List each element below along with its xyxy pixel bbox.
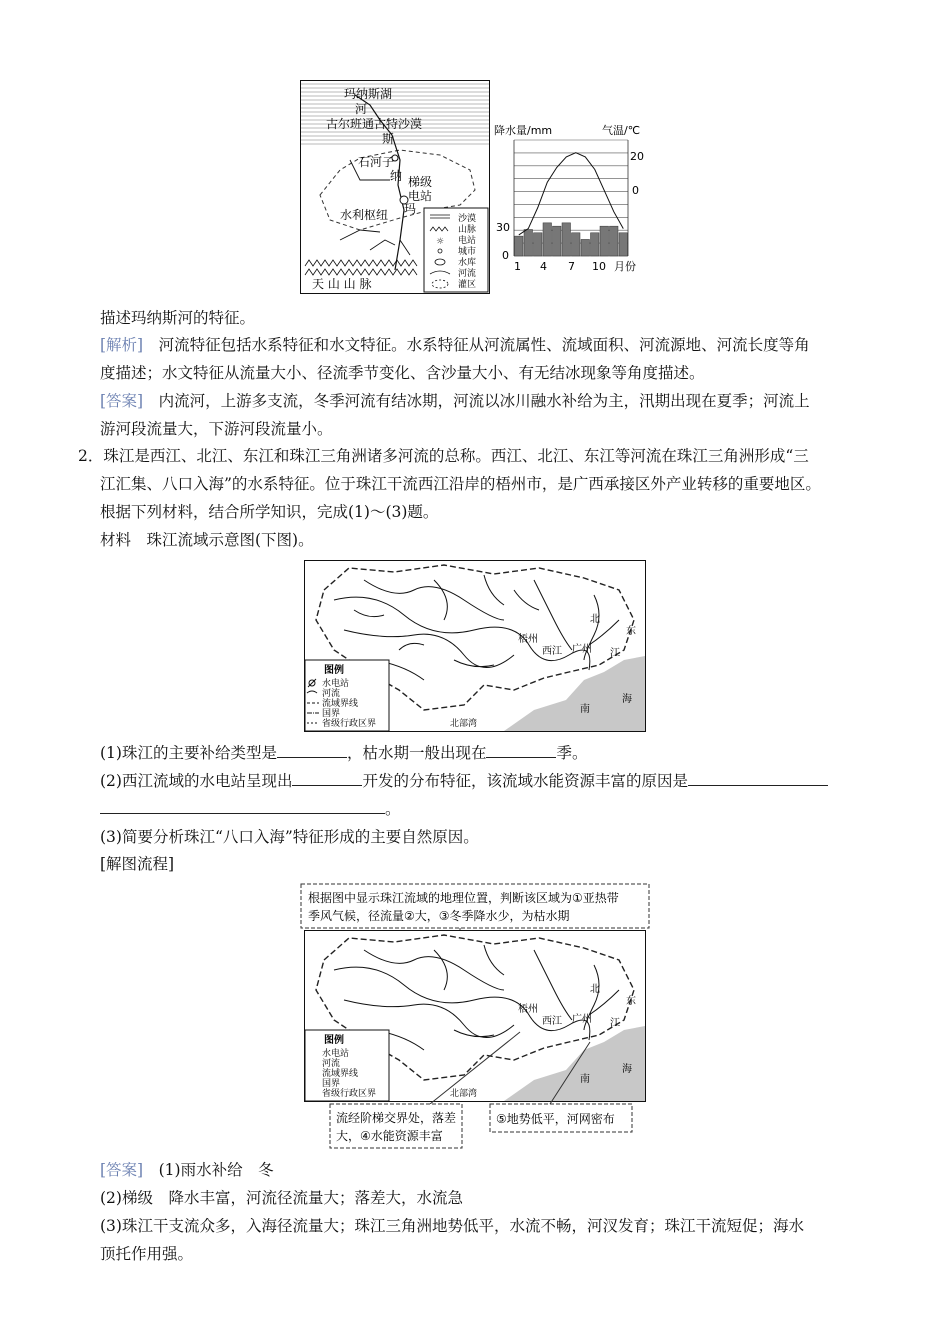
q2-line2: 江汇集、八口入海”的水系特征。位于珠江干流西江沿岸的梧州市，是广西承接区外产业转移的重要地区。 <box>100 475 821 493</box>
sub1-text-b: ，枯水期一般出现在 <box>346 744 487 762</box>
legend-hydropower: 水电站 <box>322 679 350 689</box>
svg-text:☼: ☼ <box>436 237 445 247</box>
label-nan: 南 <box>580 704 590 715</box>
flow-bl-line1: 流经阶梯交界处，落差 <box>336 1111 457 1125</box>
sub2-text-a: (2)西江流域的水电站呈现出 <box>100 772 293 790</box>
legend-city: 城市 <box>458 247 477 257</box>
legend-river: 河流 <box>322 689 341 699</box>
label-jiang: 江 <box>610 1018 620 1029</box>
legend-reservoir: 水库 <box>458 258 477 268</box>
precip-bar-2 <box>524 229 533 256</box>
answer2-a3-1: (3)珠江干支流众多，入海径流量大；珠江三角洲地势低平，水流不畅，河汊发育；珠江干流短促；海水 <box>100 1217 804 1235</box>
map-label-mountain: 天 山 山 脉 <box>312 277 372 291</box>
label-guangzhou: 广州 <box>572 1014 592 1025</box>
precip-bar-9 <box>591 233 600 256</box>
q2-sub3: (3)简要分析珠江“八口入海”特征形成的主要自然原因。 <box>100 828 479 846</box>
right-tick-0: 0 <box>632 184 639 197</box>
legend-river: 河流 <box>458 269 477 279</box>
precip-bar-10 <box>600 226 609 256</box>
label-jiang: 江 <box>610 648 620 659</box>
legend-hydropower: 水电站 <box>322 1049 350 1059</box>
flow-title: [解图流程] <box>100 855 175 873</box>
sub2-text-b: 开发的分布特征，该流域水能资源丰富的原因是 <box>362 772 688 790</box>
q2-line3: 根据下列材料，结合所学知识，完成(1)～(3)题。 <box>100 503 439 521</box>
map-label-desert: 古尔班通古特沙漠 <box>326 117 423 131</box>
answer-blank-5[interactable] <box>100 797 385 814</box>
map-label-shihezi: 石河子 <box>358 155 395 169</box>
label-beibuwan: 北部湾 <box>450 719 478 729</box>
answer2-a1: (1)雨水补给 冬 <box>158 1161 274 1179</box>
legend-desert: 沙漠 <box>458 214 477 224</box>
q1-describe: 描述玛纳斯河的特征。 <box>100 309 256 327</box>
map-label-si: 斯 <box>382 132 395 146</box>
answer-tag: [答案] <box>100 392 144 410</box>
precip-bar-4 <box>543 223 552 256</box>
answer2-tag: [答案] <box>100 1161 144 1179</box>
climate-chart <box>492 118 652 278</box>
precip-bar-6 <box>562 223 571 256</box>
map-label-ladder: 梯级 <box>408 175 433 189</box>
x-tick-4: 4 <box>540 260 547 273</box>
answer-blank-1[interactable] <box>277 741 347 758</box>
sub2-end: 。 <box>385 800 401 818</box>
answer2-a3-2: 顶托作用强。 <box>100 1245 194 1263</box>
label-dong: 东 <box>626 996 636 1007</box>
left-tick-0: 0 <box>502 249 509 262</box>
legend-basin-line: 流域界线 <box>322 1069 359 1079</box>
q1-jiexi-row1 <box>100 332 810 358</box>
sub1-text-c: 季。 <box>556 744 588 762</box>
precip-bar-11 <box>610 226 619 256</box>
answer-text-1: 内流河，上游多支流，冬季河流有结冰期，河流以冰川融水补给为主，汛期出现在夏季；河流上 <box>158 392 810 410</box>
precip-axis-label: 降水量/mm <box>494 124 553 137</box>
precip-bar-5 <box>553 226 562 256</box>
answer2-row1 <box>100 1157 274 1183</box>
q2-sub2 <box>100 768 828 794</box>
label-bei: 北 <box>590 984 600 995</box>
precip-bar-8 <box>581 239 590 256</box>
q1-answer-row1 <box>100 388 810 414</box>
label-bei: 北 <box>590 614 600 625</box>
jiexi-text-2: 度描述；水文特征从流量大小、径流季节变化、含沙量大小、有无结冰现象等角度描述。 <box>100 364 705 382</box>
legend-national-border: 国界 <box>322 1079 341 1089</box>
answer-blank-3[interactable] <box>292 769 362 786</box>
temperature-line <box>519 153 624 235</box>
label-guangzhou: 广州 <box>572 644 592 655</box>
answer-text-2: 游河段流量大，下游河段流量小。 <box>100 420 333 438</box>
legend-river: 河流 <box>322 1059 341 1069</box>
map-label-station: 电站 <box>408 189 433 203</box>
label-wuzhou: 梧州 <box>518 1004 538 1015</box>
answer-blank-4[interactable] <box>688 769 828 786</box>
q2-material: 材料 珠江流域示意图(下图)。 <box>100 531 314 549</box>
flow-bl-line2: 大，④水能资源丰富 <box>336 1129 443 1143</box>
x-unit: 月份 <box>614 260 636 273</box>
label-dong: 东 <box>626 626 636 637</box>
flow-top-line2: 季风气候，径流量②大，③冬季降水少，为枯水期 <box>308 909 570 923</box>
q2-line1: 2．珠江是西江、北江、东江和珠江三角洲诸多河流的总称。西江、北江、东江等河流在珠江三角洲形成“三 <box>78 447 809 465</box>
map-label-hub: 水利枢纽 <box>340 208 389 222</box>
q2-sub1 <box>100 740 588 766</box>
answer2-a2: (2)梯级 降水丰富，河流径流量大；落差大，水流急 <box>100 1189 463 1207</box>
map-label-lake: 玛纳斯湖 <box>344 87 393 101</box>
label-hai: 海 <box>622 1064 632 1075</box>
label-hai: 海 <box>622 694 632 705</box>
precip-bars <box>515 223 628 256</box>
right-tick-20: 20 <box>630 150 644 163</box>
left-tick-30: 30 <box>496 221 510 234</box>
x-tick-10: 10 <box>592 260 606 273</box>
map-label-he: 河 <box>355 102 368 116</box>
q2-sub2-cont <box>100 796 401 822</box>
legend-station: 电站 <box>458 236 477 246</box>
manas-river-map <box>300 80 490 295</box>
legend-provincial-border: 省级行政区界 <box>322 719 377 729</box>
label-wuzhou: 梧州 <box>518 634 538 645</box>
x-tick-7: 7 <box>568 260 575 273</box>
label-xijiang: 西江 <box>542 646 562 657</box>
precip-bar-1 <box>515 236 524 256</box>
legend-national-border: 国界 <box>322 709 341 719</box>
legend-basin-line: 流域界线 <box>322 699 359 709</box>
map-label-na: 纳 <box>390 169 403 183</box>
temp-axis-label: 气温/℃ <box>602 124 641 137</box>
label-nan: 南 <box>580 1074 590 1085</box>
legend-title: 图例 <box>324 1035 344 1046</box>
map-label-ma: 玛 <box>404 202 417 216</box>
label-beibuwan: 北部湾 <box>450 1089 478 1099</box>
flow-top-line1: 根据图中显示珠江流域的地理位置，判断该区域为①亚热带 <box>308 891 619 905</box>
map-legend-box <box>424 208 488 292</box>
precip-bar-12 <box>619 233 628 256</box>
sub1-text-a: (1)珠江的主要补给类型是 <box>100 744 277 762</box>
legend-mountain: 山脉 <box>458 225 477 235</box>
x-tick-1: 1 <box>514 260 521 273</box>
jiexi-text-1: 河流特征包括水系特征和水文特征。水系特征从河流属性、流域面积、河流源地、河流长度等角 <box>158 336 810 354</box>
legend-irrigation: 灌区 <box>458 280 477 290</box>
flow-br-text: ⑤地势低平，河网密布 <box>496 1112 615 1126</box>
flow-diagram <box>300 882 650 1152</box>
jiexi-tag: [解析] <box>100 336 144 354</box>
answer-blank-2[interactable] <box>486 741 556 758</box>
label-xijiang: 西江 <box>542 1016 562 1027</box>
precip-bar-7 <box>572 233 581 256</box>
pearl-river-map <box>304 560 646 732</box>
legend-title: 图例 <box>324 665 344 676</box>
precip-bar-3 <box>534 233 543 256</box>
legend-provincial-border: 省级行政区界 <box>322 1089 377 1099</box>
